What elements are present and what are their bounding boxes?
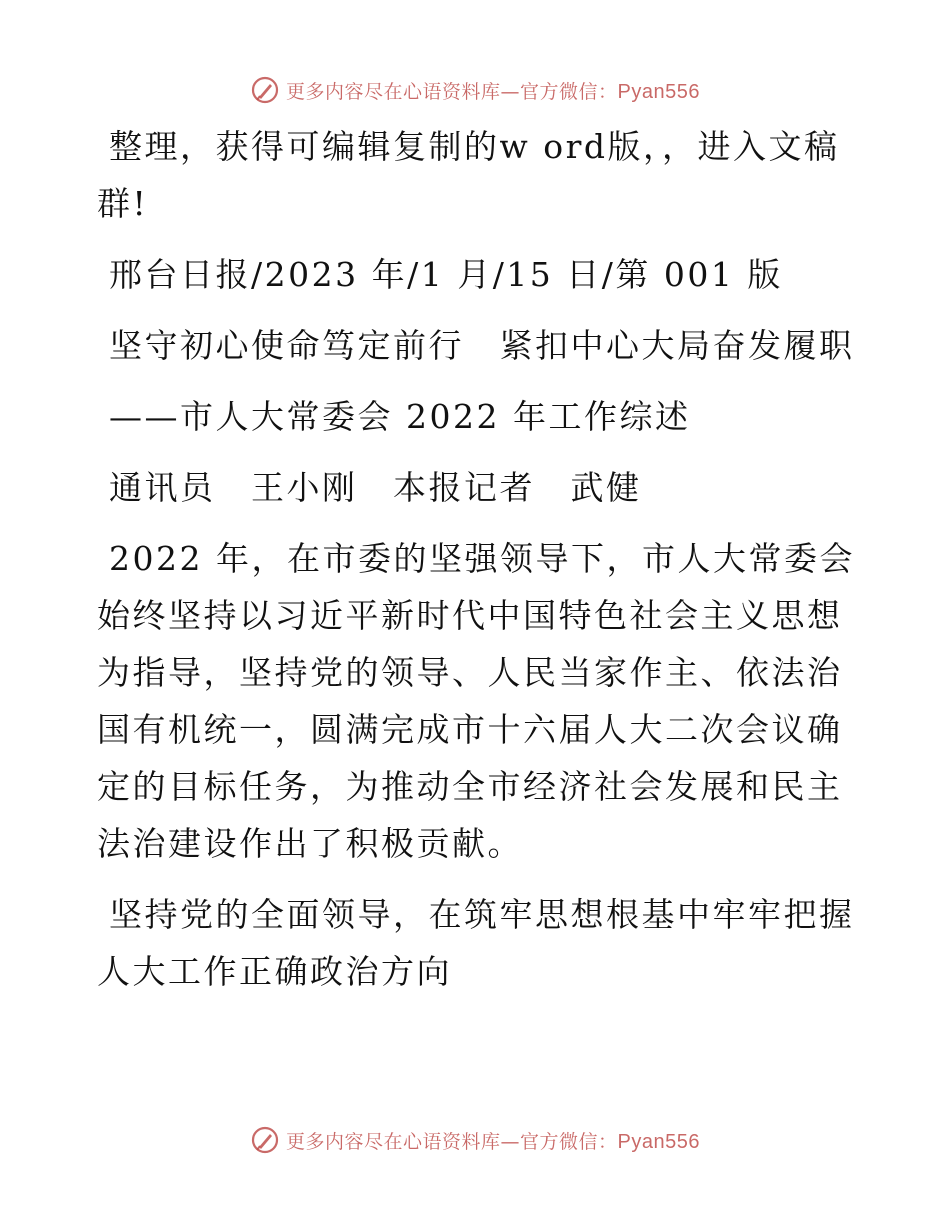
document-body <box>97 118 857 1014</box>
section-heading: 坚持党的全面领导，在筑牢思想根基中牢牢把握人大工作正确政治方向 <box>97 895 855 991</box>
quill-pen-logo-icon <box>250 1125 280 1155</box>
publication-line: 邢台日报/2023 年/1 月/15 日/第 001 版 <box>109 255 783 294</box>
watermark-text: 更多内容尽在心语资料库—官方微信：Pyan556 <box>286 80 700 103</box>
article-headline: 坚守初心使命笃定前行 紧扣中心大局奋发履职 <box>109 326 855 365</box>
byline: 通讯员 王小刚 本报记者 武健 <box>109 468 642 507</box>
article-subtitle: ——市人大常委会 2022 年工作综述 <box>109 397 691 436</box>
body-paragraph: 2022 年，在市委的坚强领导下，市人大常委会始终坚持以习近平新时代中国特色社会主义思想为指导，坚持党的领导、人民当家作主、依法治国有机统一，圆满完成市十六届人大二次会议确定的目标任务，为推动全市经济社会发展和民主法治建设作出了积极贡献。 <box>97 539 855 863</box>
footer-watermark <box>0 1120 950 1160</box>
watermark-text: 更多内容尽在心语资料库—官方微信：Pyan556 <box>286 1130 700 1153</box>
header-watermark <box>0 70 950 110</box>
quill-pen-logo-icon <box>250 75 280 105</box>
intro-note: 整理，获得可编辑复制的w ord版，，进入文稿群! <box>97 127 840 223</box>
